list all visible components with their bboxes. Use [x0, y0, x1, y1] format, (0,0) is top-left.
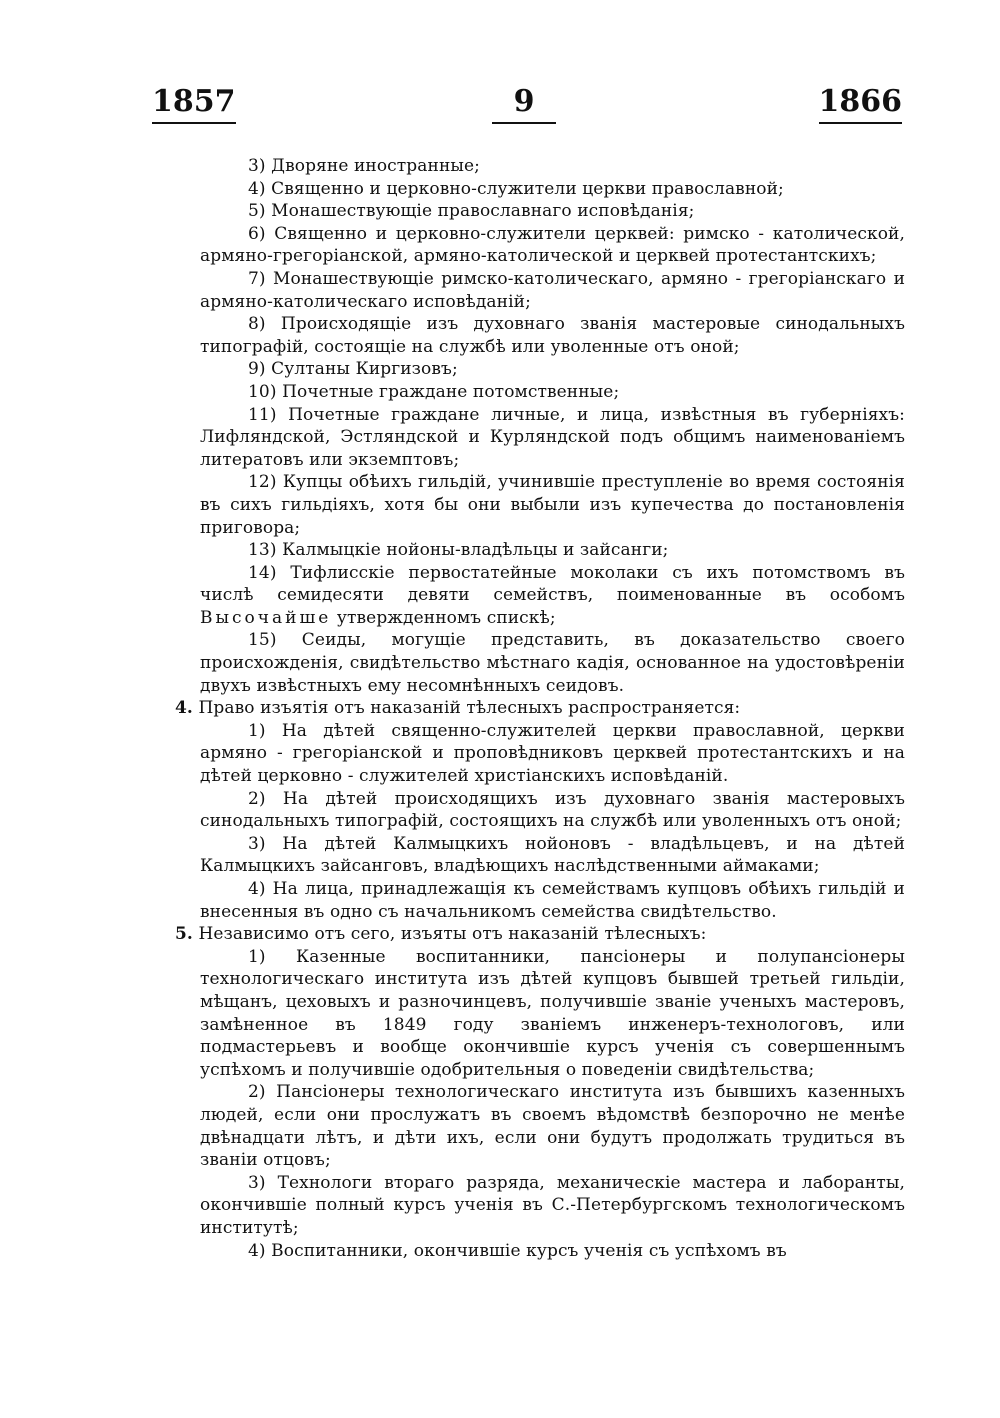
list-item: 3) Дворяне иностранные; [248, 156, 480, 176]
list-item: 10) Почетные граждане потомственные; [248, 381, 620, 402]
section-4-intro [175, 697, 905, 720]
section-4-item: 2) На дѣтей происходящихъ изъ духовнаго званія мастеровыхъ синодальныхъ типографій, состоящихъ на службѣ или уволенныхъ отъ оной; [200, 788, 905, 832]
list-item: 11) Почетные граждане личные, и лица, извѣстныя въ губерніяхъ: Лифляндской, Эстляндской и Курляндской подъ общимъ наименованіемъ литератовъ или экземптовъ; [200, 404, 905, 470]
list-item: 9) Султаны Киргизовъ; [248, 359, 458, 380]
list-item: 5) Монашествующіе православнаго исповѣданія; [248, 201, 695, 222]
list-item: 15) Сеиды, могущіе представить, въ доказательство своего происхожденія, свидѣтельство мѣстнаго кадія, основанное на удостовѣреніи двухъ извѣстныхъ ему несомнѣнныхъ сеидовъ. [200, 630, 905, 696]
item-14-tail: утвержденномъ спискѣ; [336, 607, 556, 628]
section-4-item: 1) На дѣтей священно-служителей церкви православной, церкви армяно - грегоріанской и проповѣдниковъ церквей протестантскихъ и на дѣтей церковно - служителей христіанскихъ исповѣданій. [200, 720, 905, 787]
list-item: 13) Калмыцкіе нойоны-владѣльцы и зайсанги; [248, 540, 669, 561]
section-5-item: 3) Технологи втораго разряда, механическіе мастера и лаборанты, окончившіе полный курсъ ученія въ С.-Петербургскомъ технологическомъ институтѣ; [200, 1172, 905, 1238]
section-4-text: Право изъятія отъ наказаній тѣлесныхъ распространяется: [198, 698, 741, 719]
item-14-text: 14) Тифлисскіе первостатейные моколаки съ ихъ потомствомъ въ числѣ семидесяти девяти семействъ, поименованные въ особомъ [200, 562, 905, 606]
list-item: 12) Купцы обѣихъ гильдій, учинившіе преступленіе во время состоянія въ сихъ гильдіяхъ, хотя бы они выбыли изъ купечества до постановленія приговора; [200, 472, 905, 538]
document-body [175, 155, 905, 1262]
section-4-item: 4) На лица, принадлежащія къ семействамъ купцовъ обѣихъ гильдій и внесенныя въ одно съ начальникомъ семейства свидѣтельство. [200, 879, 905, 922]
list-item: 6) Священно и церковно-служители церквей: римско - католической, армяно-грегоріанской, армяно-католической и церквей протестантскихъ; [200, 223, 905, 267]
section-5-number: 5. [175, 924, 193, 945]
section-5-text: Независимо отъ сего, изъяты отъ наказаній тѣлесныхъ: [198, 924, 707, 945]
page-number: 9 [492, 84, 556, 124]
item-14-emphasis: Высочайше [200, 607, 332, 628]
year-start: 1857 [152, 84, 236, 124]
page-header [152, 84, 902, 128]
section-4-item: 3) На дѣтей Калмыцкихъ нойоновъ - владѣльцевъ, и на дѣтей Калмыцкихъ зайсанговъ, владѣющихъ наслѣдственными аймаками; [200, 833, 905, 877]
section-5-item: 4) Воспитанники, окончившіе курсъ ученія съ успѣхомъ въ [248, 1240, 787, 1261]
list-item: 4) Священно и церковно-служители церкви православной; [248, 178, 784, 199]
section-4-number: 4. [175, 698, 193, 719]
list-item: 7) Монашествующіе римско-католическаго, армяно - грегоріанскаго и армяно-католическаго исповѣданій; [200, 268, 905, 312]
section-5-item: 1) Казенные воспитанники, пансіонеры и полупансіонеры технологическаго института изъ дѣтей купцовъ бывшей третьей гильдіи, мѣщанъ, цеховыхъ и разночинцевъ, получившіе званіе ученыхъ мастеровъ, замѣненное въ 1849 году званіемъ инженеръ-технологовъ, или подмастерьевъ и вообще окончившіе курсъ ученія съ совершеннымъ успѣхомъ и получившіе одобрительныя о поведеніи свидѣтельства; [200, 946, 905, 1080]
list-item: 8) Происходящіе изъ духовнаго званія мастеровые синодальныхъ типографій, состоящіе на службѣ или уволенные отъ оной; [200, 314, 905, 357]
year-end: 1866 [819, 84, 903, 124]
section-5-item: 2) Пансіонеры технологическаго института изъ бывшихъ казенныхъ людей, если они прослужатъ въ своемъ вѣдомствѣ безпорочно не менѣе двѣнадцати лѣтъ, и дѣти ихъ, если они будутъ продолжать трудиться въ званіи отцовъ; [200, 1082, 905, 1171]
list-item-14 [175, 562, 905, 630]
section-5-intro [175, 923, 905, 946]
